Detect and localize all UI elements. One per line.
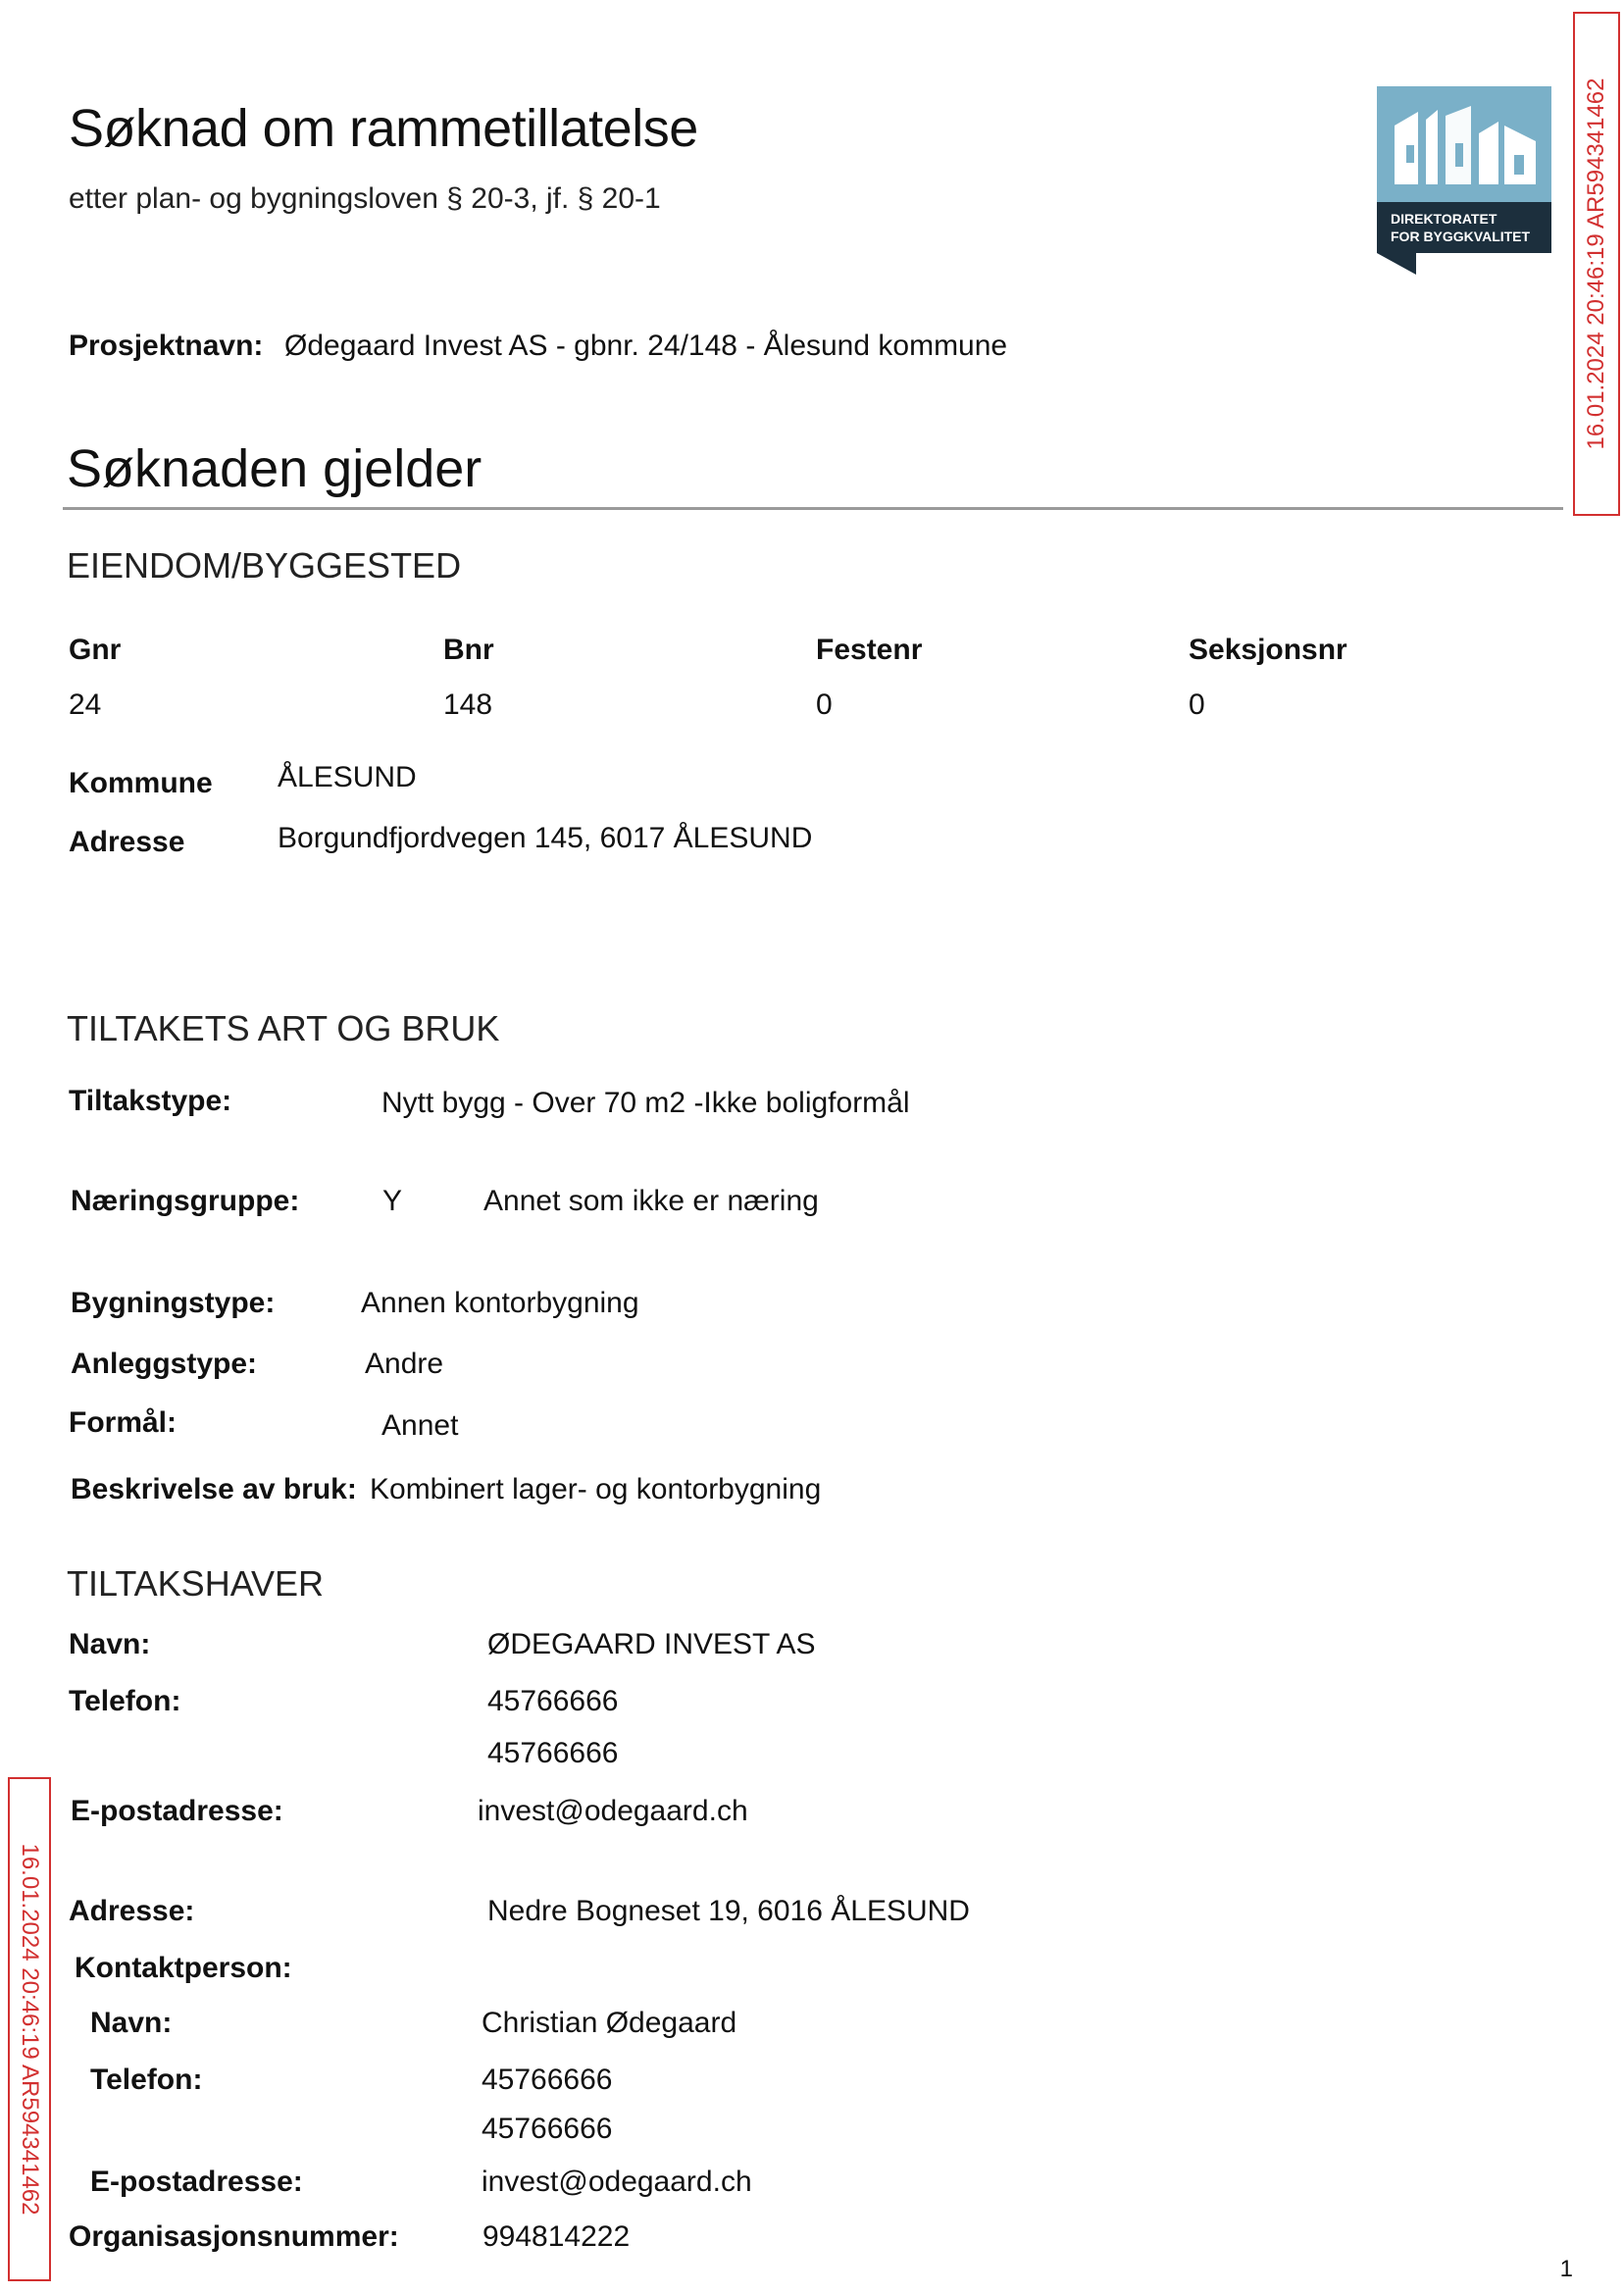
gnr-label: Gnr — [69, 634, 122, 666]
section-divider — [63, 507, 1563, 510]
festenr-value: 0 — [816, 688, 833, 721]
orgnr-value: 994814222 — [482, 2220, 631, 2253]
section-heading: Søknaden gjelder — [67, 439, 482, 498]
bygningstype-label: Bygningstype: — [71, 1287, 276, 1319]
naeringsgruppe-code: Y — [382, 1185, 403, 1217]
bnr-label: Bnr — [443, 634, 494, 666]
tiltakshaver-epost-link[interactable]: invest@odegaard.ch — [478, 1795, 748, 1827]
kontakt-epost-link[interactable]: invest@odegaard.ch — [482, 2166, 752, 2198]
tiltakshaver-telefon-label: Telefon: — [69, 1685, 181, 1717]
page-title: Søknad om rammetillatelse — [69, 99, 698, 158]
timestamp-stamp-left — [8, 1777, 51, 2281]
kontakt-telefon-value-2: 45766666 — [482, 2113, 613, 2145]
dibk-logo-icon — [1377, 86, 1551, 275]
timestamp-stamp-top-text: 16.01.2024 20:46:19 AR594341462 — [1583, 77, 1609, 450]
tiltakshaver-heading: TILTAKSHAVER — [67, 1563, 325, 1604]
adresse-label: Adresse — [69, 826, 185, 858]
beskrivelse-label: Beskrivelse av bruk: — [71, 1473, 357, 1505]
tiltakstype-label: Tiltakstype: — [69, 1085, 232, 1117]
tiltakshaver-epost-value[interactable] — [478, 1795, 748, 1828]
logo-text-1: DIREKTORATET — [1391, 211, 1497, 227]
timestamp-stamp-left-text: 16.01.2024 20:46:19 AR594341462 — [17, 1843, 43, 2216]
project-label: Prosjektnavn: — [69, 330, 264, 362]
naeringsgruppe-value: Annet som ikke er næring — [483, 1185, 819, 1217]
logo-text-2: FOR BYGGKVALITET — [1391, 229, 1531, 244]
orgnr-label: Organisasjonsnummer: — [69, 2220, 399, 2253]
anleggstype-label: Anleggstype: — [71, 1348, 258, 1380]
tiltakstype-value: Nytt bygg - Over 70 m2 -Ikke boligformål — [381, 1087, 910, 1119]
seksjonsnr-label: Seksjonsnr — [1189, 634, 1347, 666]
property-heading: EIENDOM/BYGGESTED — [67, 545, 462, 586]
kontakt-navn-label: Navn: — [90, 2007, 173, 2039]
dibk-logo — [1377, 86, 1551, 275]
project-value: Ødegaard Invest AS - gbnr. 24/148 - Ålesund kommune — [284, 330, 1008, 362]
tiltakshaver-adresse-value: Nedre Bogneset 19, 6016 ÅLESUND — [487, 1895, 970, 1927]
timestamp-stamp-top — [1573, 12, 1620, 516]
bnr-value: 148 — [443, 688, 493, 721]
bygningstype-value: Annen kontorbygning — [361, 1287, 639, 1319]
tiltak-heading: TILTAKETS ART OG BRUK — [67, 1008, 500, 1048]
tiltakshaver-adresse-label: Adresse: — [69, 1895, 195, 1927]
tiltakshaver-telefon-value-1: 45766666 — [487, 1685, 619, 1717]
tiltakshaver-epost-label: E-postadresse: — [71, 1795, 283, 1827]
kontakt-epost-label: E-postadresse: — [90, 2166, 303, 2198]
tiltakshaver-telefon-value-2: 45766666 — [487, 1737, 619, 1769]
festenr-label: Festenr — [816, 634, 923, 666]
kontakt-navn-value: Christian Ødegaard — [482, 2007, 737, 2039]
tiltakshaver-navn-label: Navn: — [69, 1628, 151, 1660]
anleggstype-value: Andre — [365, 1348, 444, 1380]
gnr-value: 24 — [69, 688, 102, 721]
beskrivelse-value: Kombinert lager- og kontorbygning — [370, 1473, 822, 1505]
naeringsgruppe-label: Næringsgruppe: — [71, 1185, 300, 1217]
formal-label: Formål: — [69, 1406, 178, 1439]
kommune-value: ÅLESUND — [278, 761, 417, 793]
kommune-label: Kommune — [69, 767, 213, 799]
kontakt-telefon-label: Telefon: — [90, 2064, 203, 2096]
page-subtitle: etter plan- og bygningsloven § 20-3, jf. § 20-1 — [69, 182, 661, 215]
formal-value: Annet — [381, 1409, 459, 1442]
kontakt-telefon-value-1: 45766666 — [482, 2064, 613, 2096]
kontaktperson-label: Kontaktperson: — [75, 1952, 292, 1984]
adresse-value: Borgundfjordvegen 145, 6017 ÅLESUND — [278, 822, 813, 854]
page-number: 1 — [1559, 2256, 1573, 2282]
kontakt-epost-value[interactable] — [482, 2166, 752, 2199]
seksjonsnr-value: 0 — [1189, 688, 1205, 721]
tiltakshaver-navn-value: ØDEGAARD INVEST AS — [487, 1628, 816, 1660]
